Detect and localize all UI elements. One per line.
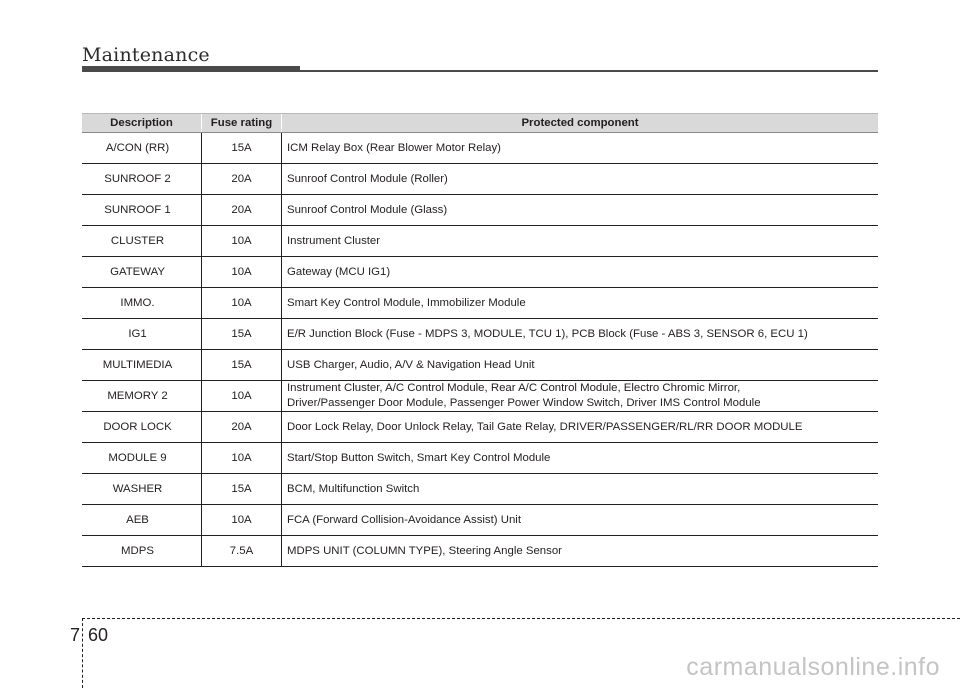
protected-component: E/R Junction Block (Fuse - MDPS 3, MODULE, TCU 1), PCB Block (Fuse - ABS 3, SENSOR 6, ECU 1) xyxy=(282,319,879,350)
protected-component: FCA (Forward Collision-Avoidance Assist) Unit xyxy=(282,505,879,536)
fuse-rating: 10A xyxy=(202,381,282,412)
table-header-row xyxy=(82,114,878,133)
fuse-rating: 20A xyxy=(202,195,282,226)
header-accent-bar xyxy=(82,66,300,72)
protected-component-line-1: Instrument Cluster, A/C Control Module, Rear A/C Control Module, Electro Chromic Mirror, xyxy=(287,382,741,394)
page-number: 60 xyxy=(88,625,109,645)
chapter-number: 7 xyxy=(70,625,81,645)
watermark: carmanualsonline.info xyxy=(686,653,940,681)
table-row xyxy=(82,226,878,257)
fuse-description: WASHER xyxy=(82,474,202,505)
fuse-rating: 20A xyxy=(202,412,282,443)
protected-component: BCM, Multifunction Switch xyxy=(282,474,879,505)
protected-component: MDPS UNIT (COLUMN TYPE), Steering Angle Sensor xyxy=(282,536,879,567)
fuse-description: GATEWAY xyxy=(82,257,202,288)
fuse-table xyxy=(82,113,878,567)
fuse-description: SUNROOF 1 xyxy=(82,195,202,226)
fuse-rating: 10A xyxy=(202,257,282,288)
protected-component-line-2: Driver/Passenger Door Module, Passenger Power Window Switch, Driver IMS Control Module xyxy=(287,397,761,409)
fuse-description: IG1 xyxy=(82,319,202,350)
fuse-rating: 15A xyxy=(202,350,282,381)
fuse-description: AEB xyxy=(82,505,202,536)
fuse-rating: 10A xyxy=(202,288,282,319)
fuse-description: MODULE 9 xyxy=(82,443,202,474)
table-row xyxy=(82,257,878,288)
fuse-description: A/CON (RR) xyxy=(82,133,202,164)
table-row xyxy=(82,381,878,412)
fuse-rating: 10A xyxy=(202,226,282,257)
fuse-rating: 15A xyxy=(202,319,282,350)
fuse-rating: 10A xyxy=(202,443,282,474)
table-row xyxy=(82,412,878,443)
protected-component: Sunroof Control Module (Roller) xyxy=(282,164,879,195)
table-row xyxy=(82,288,878,319)
table-row xyxy=(82,505,878,536)
fuse-rating: 7.5A xyxy=(202,536,282,567)
protected-component: Gateway (MCU IG1) xyxy=(282,257,879,288)
column-header-description: Description xyxy=(82,114,202,133)
fuse-description: DOOR LOCK xyxy=(82,412,202,443)
table-row xyxy=(82,474,878,505)
protected-component: USB Charger, Audio, A/V & Navigation Head Unit xyxy=(282,350,879,381)
column-header-protected-component: Protected component xyxy=(282,114,879,133)
table-row xyxy=(82,536,878,567)
protected-component: Door Lock Relay, Door Unlock Relay, Tail Gate Relay, DRIVER/PASSENGER/RL/RR DOOR MODULE xyxy=(282,412,879,443)
fuse-description: SUNROOF 2 xyxy=(82,164,202,195)
fuse-rating: 15A xyxy=(202,133,282,164)
protected-component: Smart Key Control Module, Immobilizer Module xyxy=(282,288,879,319)
fuse-rating: 15A xyxy=(202,474,282,505)
fuse-description: MULTIMEDIA xyxy=(82,350,202,381)
footer-rule xyxy=(82,618,960,619)
protected-component: Sunroof Control Module (Glass) xyxy=(282,195,879,226)
column-header-fuse-rating: Fuse rating xyxy=(202,114,282,133)
table-row xyxy=(82,319,878,350)
table-row xyxy=(82,133,878,164)
fuse-description: MDPS xyxy=(82,536,202,567)
table-row xyxy=(82,443,878,474)
table-row xyxy=(82,164,878,195)
footer-divider xyxy=(82,618,83,688)
table-row xyxy=(82,350,878,381)
header-rule xyxy=(300,70,878,72)
fuse-rating: 10A xyxy=(202,505,282,536)
table-row xyxy=(82,195,878,226)
fuse-description: IMMO. xyxy=(82,288,202,319)
page-header-title: Maintenance xyxy=(82,44,210,66)
protected-component: ICM Relay Box (Rear Blower Motor Relay) xyxy=(282,133,879,164)
fuse-description: CLUSTER xyxy=(82,226,202,257)
protected-component: Start/Stop Button Switch, Smart Key Control Module xyxy=(282,443,879,474)
fuse-description: MEMORY 2 xyxy=(82,381,202,412)
fuse-rating: 20A xyxy=(202,164,282,195)
protected-component: Instrument Cluster xyxy=(282,226,879,257)
protected-component xyxy=(282,381,879,412)
